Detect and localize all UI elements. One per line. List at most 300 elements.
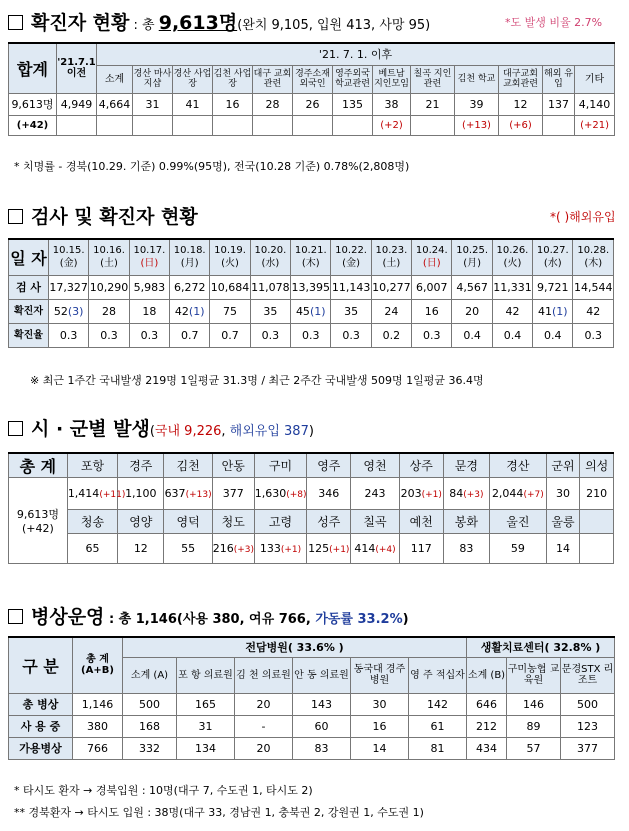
beds-table [8,636,615,760]
beds-cell: 60 [293,715,351,737]
beds-cell: 168 [123,715,177,737]
cases-count: 42 [586,304,601,318]
beds-subheader: 안 동 의료원 [293,657,351,693]
label-tests: 검 사 [9,275,49,299]
cases-cell [250,299,290,323]
label-rate: 확진율 [9,323,49,347]
beds-cell: 20 [235,737,293,759]
header-total: 합계 [9,43,57,93]
region-count: 1,630 [254,487,287,500]
region-name: 성주 [307,510,351,534]
header-subtotal: 소계 [97,65,133,93]
beds-footnote-2: ** 경북환자 → 타시도 입원 : 38명(대구 33, 경남권 1, 충북권 2, 강원권 1, 수도권 1) [14,806,424,819]
rate-cell: 0.7 [210,323,250,347]
date-text: 10.23. [375,245,408,257]
region-delta: (+1) [329,545,350,555]
date-cell [533,239,573,275]
beds-subheader: 소계 (A) [123,657,177,693]
region-value [118,478,164,510]
tests-cell: 10,277 [371,275,411,299]
delta-cell [411,115,455,135]
beds-cell: 766 [73,737,123,759]
beds-subheader: 문경STX 리조트 [561,657,615,693]
region-count: 133 [259,542,281,555]
region-value [254,478,307,510]
delta-cell: (+6) [499,115,543,135]
region-name: 상주 [399,453,443,478]
beds-footnote-1: * 타시도 환자 → 경북입원 : 10명(대구 7, 수도권 1, 타시도 2) [14,784,313,797]
region-value [164,534,212,564]
value-cell: 39 [455,93,499,115]
delta-cell [333,115,373,135]
rate-cell: 0.3 [331,323,371,347]
beds-cell: 434 [467,737,507,759]
header-c4: 대구 교회관련 [253,65,293,93]
value-cell: 31 [133,93,173,115]
beds-cell: 134 [177,737,235,759]
cases-cell [89,299,129,323]
beds-cell: 1,146 [73,693,123,715]
cases-imported: (1) [309,304,326,318]
cases-cell [412,299,452,323]
beds-cell: 646 [467,693,507,715]
empty-cell [580,534,614,564]
header-before: '21.7.1 이전 [57,43,97,93]
date-cell [452,239,492,275]
beds-subheader: 동국대 경주병원 [351,657,409,693]
value-cell: 21 [411,93,455,115]
beds-cell: 57 [507,737,561,759]
header-c10: 대구교회 교회관련 [499,65,543,93]
region-name: 울진 [489,510,546,534]
beds-row-label: 총 병상 [9,693,73,715]
value-cell: 12 [499,93,543,115]
region-name: 예천 [399,510,443,534]
beds-cell: 165 [177,693,235,715]
delta-cell: (+21) [575,115,615,135]
date-text: 10.21. [294,245,327,257]
cases-count: 16 [424,304,439,318]
beds-subheader: 영 주 적십자 [409,657,467,693]
weekday-text: (木) [584,258,603,270]
total-value: 9,613명 [16,508,59,521]
cases-cell [170,299,210,323]
region-name: 포항 [67,453,117,478]
region-delta: (+8) [286,490,307,500]
rate-cell: 0.7 [170,323,210,347]
date-cell [129,239,169,275]
delta-cell: (+2) [373,115,411,135]
region-count: 1,414 [67,487,100,500]
region-value [307,534,351,564]
region-count: 243 [364,487,386,500]
date-cell [170,239,210,275]
delta-cell: (+13) [455,115,499,135]
region-name: 의성 [580,453,614,478]
tests-cell: 11,078 [250,275,290,299]
checkbox-square-icon [8,609,23,624]
beds-cell: 143 [293,693,351,715]
label-date: 일 자 [9,239,49,275]
header-c3: 김천 사업장 [213,65,253,93]
weekday-text: (日) [422,258,441,270]
region-name: 봉화 [443,510,489,534]
region-value [351,478,399,510]
beds-cell: 83 [293,737,351,759]
label-cases: 확진자 [9,299,49,323]
tests-cell: 13,395 [291,275,331,299]
date-cell [331,239,371,275]
rate-cell: 0.3 [49,323,89,347]
date-cell [492,239,532,275]
cases-count: 75 [223,304,238,318]
cases-imported: (1) [552,304,568,318]
region-delta: (+11) [99,490,126,500]
cases-imported: (3) [67,304,84,318]
fatality-footnote: * 치명률 - 경북(10.29. 기준) 0.99%(95명), 전국(10.28 기준) 0.78%(2,808명) [14,160,410,173]
value-cell: 137 [543,93,575,115]
checkbox-square-icon [8,15,23,30]
region-count: 210 [586,487,608,500]
region-delta: (+7) [523,490,544,500]
empty-cell [580,510,614,534]
label-total: 총 계 [9,453,68,478]
cases-count: 41 [538,304,552,318]
weekly-footnote: ※ 최근 1주간 국내발생 219명 1일평균 31.3명 / 최근 2주간 국내발생 509명 1일평균 36.4명 [30,374,484,387]
date-text: 10.27. [536,245,569,257]
tests-cell: 11,331 [492,275,532,299]
value-cell: 28 [253,93,293,115]
tests-cell: 6,007 [412,275,452,299]
header-c6: 영주외국 학교관련 [333,65,373,93]
date-cell [412,239,452,275]
section-title-region: 시 · 군별 발생(국내 9,226, 해외유입 387) [8,414,314,441]
date-text: 10.15. [52,245,85,257]
beds-cell: 123 [561,715,615,737]
rate-cell: 0.4 [452,323,492,347]
date-text: 10.25. [456,245,489,257]
cases-count: 52 [53,304,68,318]
region-name: 군위 [546,453,580,478]
beds-cell: 81 [409,737,467,759]
beds-subheader: 구미농협 교육원 [507,657,561,693]
region-name: 김천 [164,453,212,478]
beds-cell: 377 [561,737,615,759]
date-cell [371,239,411,275]
value-cell: 26 [293,93,333,115]
date-text: 10.28. [577,245,610,257]
region-name: 청송 [67,510,117,534]
cases-count: 28 [102,304,117,318]
beds-cell: 142 [409,693,467,715]
cases-count: 24 [384,304,399,318]
rate-cell: 0.3 [129,323,169,347]
cases-count: 20 [465,304,480,318]
tests-cell: 11,143 [331,275,371,299]
date-text: 10.19. [214,245,246,257]
beds-cell: 146 [507,693,561,715]
date-text: 10.20. [254,245,287,257]
cases-cell [291,299,331,323]
region-count: 14 [556,542,570,555]
cases-count: 42 [505,304,520,318]
header-c12: 기타 [575,65,615,93]
section-title-beds: 병상운영 : 총 1,146(사용 380, 여유 766, 가동률 33.2%) [8,602,409,629]
weekday-text: (金) [59,258,78,270]
date-cell [49,239,89,275]
region-count: 65 [85,542,100,555]
tests-cell: 5,983 [129,275,169,299]
region-value [399,534,443,564]
date-cell [573,239,614,275]
region-delta: (+3) [463,490,484,500]
date-text: 10.22. [335,245,367,257]
header-c8: 칠곡 지인관련 [411,65,455,93]
region-name: 안동 [212,453,254,478]
beds-cell: 500 [561,693,615,715]
region-delta: (+3) [233,545,255,555]
region-count: 125 [308,542,330,555]
region-delta: (+13) [185,490,212,500]
header-center: 생활치료센터( 32.8% ) [467,637,615,657]
region-count: 1,100 [125,487,157,500]
region-name: 울릉 [546,510,580,534]
date-cell [291,239,331,275]
beds-cell: - [235,715,293,737]
region-count: 83 [459,542,474,555]
beds-cell: 14 [351,737,409,759]
date-text: 10.18. [173,245,206,257]
section-title-cases: 확진자 현황 : 총 9,613명(완치 9,105, 입원 413, 사망 95) [8,8,430,35]
beds-cell: 20 [235,693,293,715]
region-value [254,534,307,564]
header-c5: 경주소재 외국인 [293,65,333,93]
beds-cell: 332 [123,737,177,759]
rate-cell: 0.3 [573,323,614,347]
date-text: 10.16. [93,245,125,257]
beds-cell: 380 [73,715,123,737]
region-count: 117 [410,542,432,555]
tests-cell: 4,567 [452,275,492,299]
region-count: 377 [222,487,244,500]
tests-table [8,238,614,348]
beds-cell: 30 [351,693,409,715]
beds-subheader: 김 천 의료원 [235,657,293,693]
cases-imported: (1) [188,304,205,318]
cases-cell [533,299,573,323]
delta-cell [57,115,97,135]
cases-count: 18 [142,304,157,318]
region-value [489,534,546,564]
region-value [443,478,489,510]
overseas-note: *( )해외유입 [550,210,616,224]
region-count: 12 [133,542,148,555]
section-title-tests: 검사 및 확진자 현황 [8,202,198,229]
region-value [164,478,212,510]
region-value [546,534,580,564]
region-value [489,478,546,510]
region-name: 고령 [254,510,307,534]
beds-subheader: 소계 (B) [467,657,507,693]
cases-count: 35 [263,304,278,318]
header-after: '21. 7. 1. 이후 [97,43,615,65]
weekday-text: (月) [180,258,199,270]
region-value [67,534,117,564]
weekday-text: (月) [463,258,482,270]
region-count: 2,044 [491,487,524,500]
delta-cell [543,115,575,135]
region-name: 영양 [118,510,164,534]
date-text: 10.24. [415,245,448,257]
region-name: 청도 [212,510,254,534]
date-text: 10.26. [496,245,529,257]
header-c11: 해외 유입 [543,65,575,93]
weekday-text: (水) [261,258,280,270]
region-value [212,534,254,564]
region-value [399,478,443,510]
cases-cell [129,299,169,323]
weekday-text: (日) [140,258,159,270]
beds-row-label: 가용병상 [9,737,73,759]
region-count: 55 [181,542,196,555]
delta-cell [133,115,173,135]
rate-cell: 0.3 [291,323,331,347]
tests-cell: 10,684 [210,275,250,299]
date-text: 10.17. [133,245,166,257]
header-c1: 경산 마사지샵 [133,65,173,93]
total-delta: (+42) [22,522,54,535]
cases-count: 45 [295,304,310,318]
rate-cell: 0.3 [250,323,290,347]
checkbox-square-icon [8,209,23,224]
value-cell: 135 [333,93,373,115]
value-cell: 38 [373,93,411,115]
region-name: 영천 [351,453,399,478]
region-value [118,534,164,564]
tests-cell: 14,544 [573,275,614,299]
rate-cell: 0.3 [89,323,129,347]
beds-cell: 500 [123,693,177,715]
rate-cell: 0.4 [492,323,532,347]
beds-cell: 89 [507,715,561,737]
region-value [580,478,614,510]
delta-cell [173,115,213,135]
region-count: 30 [556,487,570,500]
region-value [443,534,489,564]
region-count: 203 [400,487,422,500]
cases-summary-table [8,42,615,136]
cases-count: 42 [174,304,189,318]
delta-cell [293,115,333,135]
rate-cell: 0.2 [371,323,411,347]
cases-cell [371,299,411,323]
delta-cell [213,115,253,135]
value-cell: 9,613명 [9,93,57,115]
header-c9: 김천 학교 [455,65,499,93]
region-delta: (+4) [375,545,396,555]
beds-cell: 31 [177,715,235,737]
value-cell: 4,664 [97,93,133,115]
date-cell [210,239,250,275]
value-cell: 16 [213,93,253,115]
region-delta: (+1) [280,545,302,555]
total-cell [9,478,68,564]
rate-cell: 0.4 [533,323,573,347]
weekday-text: (土) [382,258,401,270]
rate-cell: 0.3 [412,323,452,347]
region-count: 637 [164,487,186,500]
value-cell: 4,140 [575,93,615,115]
region-count: 216 [212,542,234,555]
cases-count: 35 [344,304,359,318]
region-value [212,478,254,510]
delta-cell [253,115,293,135]
cases-cell [573,299,614,323]
weekday-text: (土) [100,258,118,270]
header-division: 구 분 [9,637,73,693]
region-name: 문경 [443,453,489,478]
beds-cell: 16 [351,715,409,737]
delta-cell [97,115,133,135]
checkbox-square-icon [8,421,23,436]
weekday-text: (木) [301,258,320,270]
delta-cell: (+42) [9,115,57,135]
tests-cell: 9,721 [533,275,573,299]
weekday-text: (水) [543,258,562,270]
header-c2: 경산 사업장 [173,65,213,93]
region-table [8,452,614,564]
tests-cell: 6,272 [170,275,210,299]
value-cell: 41 [173,93,213,115]
region-name: 경주 [118,453,164,478]
cases-cell [452,299,492,323]
region-count: 414 [354,542,376,555]
cases-cell [49,299,89,323]
region-name: 칠곡 [351,510,399,534]
beds-subheader: 포 항 의료원 [177,657,235,693]
weekday-text: (火) [221,258,239,270]
beds-cell: 212 [467,715,507,737]
weekday-text: (金) [342,258,360,270]
tests-cell: 17,327 [49,275,89,299]
region-delta: (+1) [421,490,442,500]
cases-cell [331,299,371,323]
region-count: 84 [449,487,464,500]
cases-cell [210,299,250,323]
region-value [307,478,351,510]
header-hospital: 전담병원( 33.6% ) [123,637,467,657]
beds-cell: 61 [409,715,467,737]
weekday-text: (火) [503,258,522,270]
region-value [67,478,126,510]
beds-row-label: 사 용 중 [9,715,73,737]
tests-cell: 10,290 [89,275,129,299]
date-cell [89,239,129,275]
region-value [546,478,580,510]
header-c7: 베트남 지인모임 [373,65,411,93]
region-name: 영덕 [164,510,212,534]
region-count: 346 [318,487,340,500]
region-name: 경산 [489,453,546,478]
region-value [351,534,399,564]
cases-cell [492,299,532,323]
region-name: 영주 [307,453,351,478]
region-name: 구미 [254,453,307,478]
ratio-note: *도 발생 비율 2.7% [505,16,603,29]
header-grand-total: 총 계 (A+B) [73,637,123,693]
date-cell [250,239,290,275]
region-count: 59 [510,542,525,555]
